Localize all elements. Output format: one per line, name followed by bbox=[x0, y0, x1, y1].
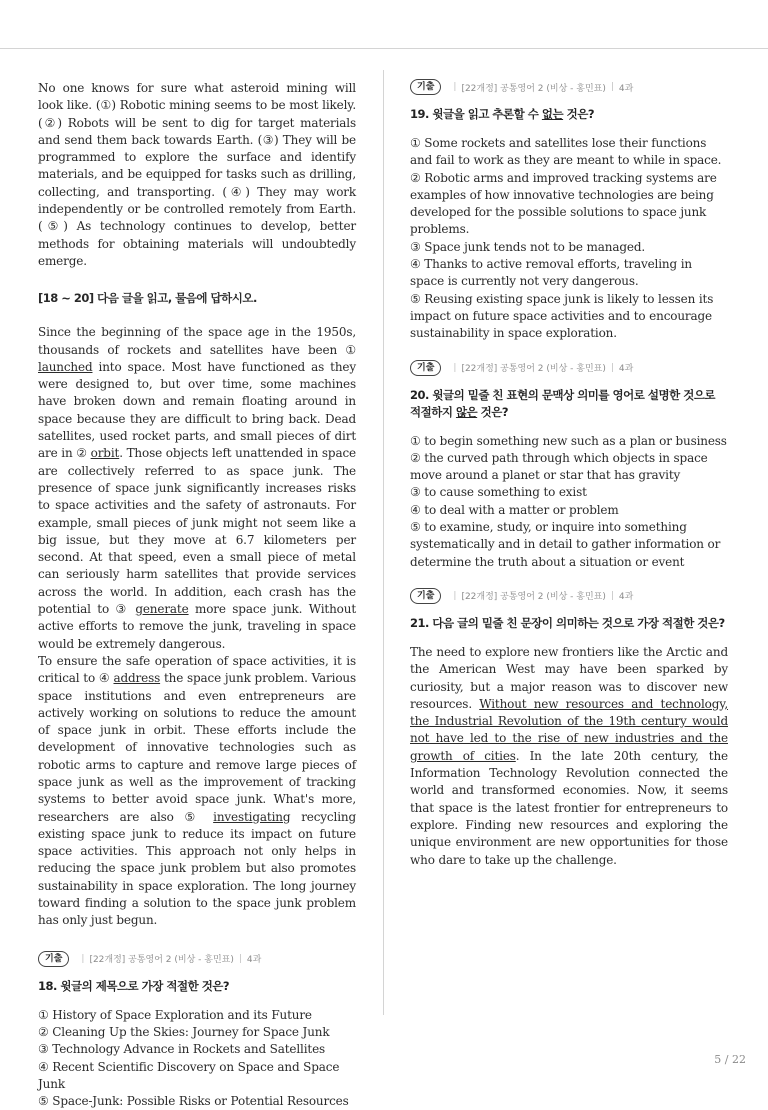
option: ① to begin something new such as a plan or business bbox=[410, 433, 727, 448]
underline-address: address bbox=[113, 671, 161, 686]
underline-investigating: investigating bbox=[213, 809, 291, 824]
question-20-title: 20. 윗글의 밑줄 친 표현의 문맥상 의미를 영어로 설명한 것으로 적절하지 않은 것은? bbox=[410, 387, 716, 419]
q18-source: 기출 | [22개정] 공통영어 2 (비상 - 홍민표) | 4과 bbox=[38, 950, 356, 968]
q19-source: 기출 | [22개정] 공통영어 2 (비상 - 홍민표) | 4과 bbox=[410, 78, 728, 96]
option: ④ Recent Scientific Discovery on Space and Space Junk bbox=[38, 1059, 340, 1091]
q20-source: 기출 | [22개정] 공통영어 2 (비상 - 홍민표) | 4과 bbox=[410, 359, 728, 377]
q21-source: 기출 | [22개정] 공통영어 2 (비상 - 홍민표) | 4과 bbox=[410, 587, 728, 605]
past-exam-badge: 기출 bbox=[410, 588, 441, 604]
passage-17 bbox=[38, 80, 356, 270]
source-textbook: [22개정] 공통영어 2 (비상 - 홍민표) bbox=[461, 83, 606, 94]
past-exam-badge: 기출 bbox=[410, 360, 441, 376]
page-number: 5 / 22 bbox=[714, 1053, 746, 1066]
section-heading-18-20: [18 ~ 20] 다음 글을 읽고, 물음에 답하시오. bbox=[38, 291, 257, 306]
source-textbook: [22개정] 공통영어 2 (비상 - 홍민표) bbox=[89, 955, 234, 966]
option: ① Some rockets and satellites lose their functions and fail to work as they are meant to while in space. bbox=[410, 136, 722, 168]
option: ⑤ Space-Junk: Possible Risks or Potential Resources bbox=[38, 1094, 349, 1109]
underlined-sentence: Without new resources and technology, the Industrial Revolution of the 19th century would not have led to the rise of new industries and the growth of cities bbox=[410, 696, 728, 763]
underline-orbit: orbit bbox=[90, 446, 120, 461]
past-exam-badge: 기출 bbox=[410, 79, 441, 95]
question-21-passage: The need to explore new frontiers like the Arctic and the American West may have been sparked by curiosity, but a major reason was to discover new resources. Without new resources and technology, the Industrial Revolution of the 19th century would not have led to the rise of new industries and the growth of cities. In the late 20th century, the Information Technology Revolution connected the world and transformed economies. Now, it seems that space is the latest frontier for entrepreneurs to explore. Finding new resources and exploring the unique environment are new opportunities for those who dare to take up the challenge. bbox=[410, 644, 728, 867]
option: ② Cleaning Up the Skies: Journey for Space Junk bbox=[38, 1024, 330, 1039]
question-19-title: 19. 윗글을 읽고 추론할 수 없는 것은? bbox=[410, 107, 594, 121]
option: ④ to deal with a matter or problem bbox=[410, 502, 619, 517]
option: ② Robotic arms and improved tracking systems are examples of how innovative technologies are being developed for the possible solutions to space junk problems. bbox=[410, 170, 717, 237]
underline-generate: generate bbox=[135, 602, 189, 617]
top-rule bbox=[0, 48, 768, 49]
option: ③ Technology Advance in Rockets and Satellites bbox=[38, 1042, 326, 1057]
space-junk-paragraph-2: To ensure the safe operation of space activities, it is critical to ④ address the space junk problem. Various space institutions and even entrepreneurs are actively working on solutions to reduce the amount of space junk in orbit. These efforts include the development of innovative technologies such as robotic arms to capture and remove large pieces of space junk as well as the improvement of tracking systems to better avoid space junk. What's more, researchers are also ⑤ investigating recycling existing space junk to reduce its impact on future space activities. This approach not only helps in reducing the space junk problem but also promotes sustainability in space exploration. The long journey toward finding a solution to the space junk problem has only just begun. bbox=[38, 653, 356, 928]
question-19-options bbox=[410, 135, 728, 343]
question-18-options bbox=[38, 1007, 356, 1110]
option: ③ Space junk tends not to be managed. bbox=[410, 239, 646, 254]
right-column bbox=[410, 72, 728, 869]
source-lesson: 4과 bbox=[246, 955, 262, 966]
passage-17-text: No one knows for sure what asteroid mining will look like. (①) Robotic mining seems to be most likely. (②) Robots will be sent to dig for target materials and send them back towards Earth. (③) They will be programmed to explore the surface and identify materials, and be equipped for tasks such as drilling, collecting, and transporting. (④) They may work independently or be controlled remotely from Earth. (⑤) As technology continues to develop, better methods for obtaining materials will undoubtedly emerge. bbox=[38, 81, 356, 268]
past-exam-badge: 기출 bbox=[38, 951, 69, 967]
option: ⑤ to examine, study, or inquire into something systematically and in detail to gather information or determine the truth about a situation or event bbox=[410, 520, 721, 569]
left-column bbox=[38, 72, 356, 1110]
source-textbook: [22개정] 공통영어 2 (비상 - 홍민표) bbox=[461, 592, 606, 603]
space-junk-paragraph-1: Since the beginning of the space age in the 1950s, thousands of rockets and satellites have been ① launched into space. Most have functioned as they were designed to, but over time, some machines have broken down and remain floating around in space because they are difficult to bring back. Dead satellites, used rocket parts, and small pieces of dirt are in ② orbit. Those objects left unattended in space are collectively referred to as space junk. The presence of space junk significantly increases risks to space activities and the safety of astronauts. For example, small pieces of junk might not seem like a big issue, but they move at 6.7 kilometers per second. At that speed, even a small piece of metal can seriously harm satellites that provide services across the world. In addition, each crash has the potential to ③ generate more space junk. Without active efforts to remove the junk, traveling in space would be extremely dangerous. bbox=[38, 325, 356, 651]
option: ④ Thanks to active removal efforts, traveling in space is currently not very dangerous. bbox=[410, 257, 692, 289]
column-divider bbox=[383, 70, 384, 1015]
underline-launched: launched bbox=[38, 359, 93, 374]
question-20-options bbox=[410, 433, 728, 571]
question-18-title: 18. 윗글의 제목으로 가장 적절한 것은? bbox=[38, 978, 230, 993]
source-lesson: 4과 bbox=[618, 364, 634, 375]
option: ② the curved path through which objects in space move around a planet or star that has gravity bbox=[410, 450, 708, 483]
question-21-title: 21. 다음 글의 밑줄 친 문장이 의미하는 것으로 가장 적절한 것은? bbox=[410, 615, 725, 630]
option: ③ to cause something to exist bbox=[410, 485, 587, 500]
source-lesson: 4과 bbox=[618, 592, 634, 603]
option: ① History of Space Exploration and its Future bbox=[38, 1007, 312, 1022]
space-junk-passage bbox=[38, 324, 356, 929]
source-lesson: 4과 bbox=[618, 83, 634, 94]
source-textbook: [22개정] 공통영어 2 (비상 - 홍민표) bbox=[461, 364, 606, 375]
option: ⑤ Reusing existing space junk is likely to lessen its impact on future space activities and to encourage sustainability in space exploration. bbox=[410, 291, 714, 341]
